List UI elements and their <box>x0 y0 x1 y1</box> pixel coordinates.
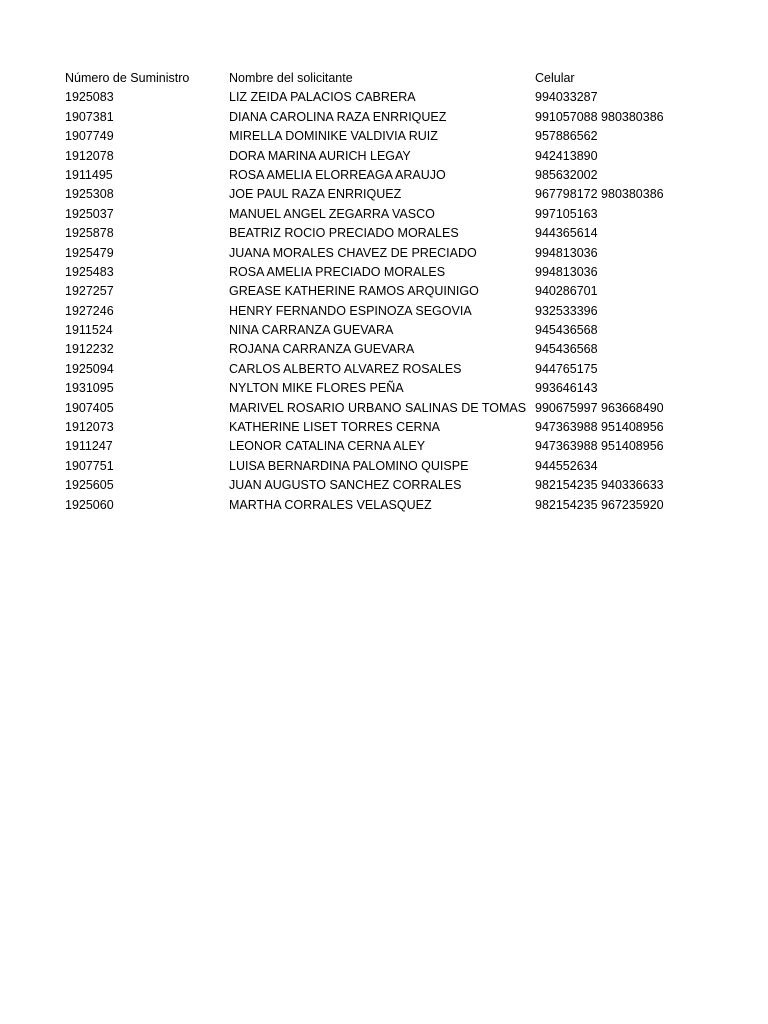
applicant-name-cell: MARIVEL ROSARIO URBANO SALINAS DE TOMAS <box>229 400 527 415</box>
table-row <box>65 88 745 107</box>
table-row <box>65 360 745 379</box>
spreadsheet-table <box>65 69 745 515</box>
applicant-name-cell: NINA CARRANZA GUEVARA <box>229 323 394 338</box>
applicant-name-cell: MARTHA CORRALES VELASQUEZ <box>229 497 432 512</box>
table-row <box>65 418 745 437</box>
applicant-name-cell: BEATRIZ ROCIO PRECIADO MORALES <box>229 226 459 241</box>
header-row <box>65 69 745 88</box>
table-row <box>65 244 745 263</box>
applicant-name-cell: CARLOS ALBERTO ALVAREZ ROSALES <box>229 361 462 376</box>
table-row <box>65 166 745 185</box>
table-row <box>65 476 745 495</box>
table-row <box>65 224 745 243</box>
cellphone-cell: 994813036 <box>535 245 598 260</box>
applicant-name-cell: GREASE KATHERINE RAMOS ARQUINIGO <box>229 284 479 299</box>
table-row <box>65 437 745 456</box>
supply-number-cell: 1907751 <box>65 458 114 473</box>
cellphone-cell: 944765175 <box>535 361 598 376</box>
supply-number-cell: 1925060 <box>65 497 114 512</box>
table-row <box>65 205 745 224</box>
applicant-name-cell: LUISA BERNARDINA PALOMINO QUISPE <box>229 458 469 473</box>
supply-number-cell: 1925605 <box>65 478 114 493</box>
header-applicant-name: Nombre del solicitante <box>229 71 353 85</box>
applicant-name-cell: ROJANA CARRANZA GUEVARA <box>229 342 415 357</box>
supply-number-cell: 1911524 <box>65 323 113 338</box>
applicant-name-cell: JUANA MORALES CHAVEZ DE PRECIADO <box>229 245 477 260</box>
header-supply-number: Número de Suministro <box>65 71 190 85</box>
cellphone-cell: 994813036 <box>535 264 598 279</box>
cellphone-cell: 940286701 <box>535 284 598 299</box>
applicant-name-cell: LIZ ZEIDA PALACIOS CABRERA <box>229 90 416 105</box>
cellphone-cell: 994033287 <box>535 90 598 105</box>
table-row <box>65 185 745 204</box>
supply-number-cell: 1907381 <box>65 109 114 124</box>
table-row <box>65 340 745 359</box>
cellphone-cell: 947363988 951408956 <box>535 439 664 454</box>
supply-number-cell: 1907405 <box>65 400 114 415</box>
supply-number-cell: 1912232 <box>65 342 114 357</box>
cellphone-cell: 982154235 940336633 <box>535 478 664 493</box>
table-row <box>65 108 745 127</box>
table-row <box>65 147 745 166</box>
supply-number-cell: 1911495 <box>65 167 113 182</box>
cellphone-cell: 997105163 <box>535 206 598 221</box>
applicant-name-cell: KATHERINE LISET TORRES CERNA <box>229 420 440 435</box>
cellphone-cell: 944365614 <box>535 226 598 241</box>
table-row <box>65 302 745 321</box>
table-row <box>65 399 745 418</box>
supply-number-cell: 1927257 <box>65 284 114 299</box>
table-row <box>65 282 745 301</box>
supply-number-cell: 1925479 <box>65 245 114 260</box>
cellphone-cell: 967798172 980380386 <box>535 187 664 202</box>
applicant-name-cell: DIANA CAROLINA RAZA ENRRIQUEZ <box>229 109 447 124</box>
applicant-name-cell: MANUEL ANGEL ZEGARRA VASCO <box>229 206 435 221</box>
supply-number-cell: 1925094 <box>65 361 114 376</box>
supply-number-cell: 1912078 <box>65 148 114 163</box>
table-row <box>65 321 745 340</box>
cellphone-cell: 985632002 <box>535 167 598 182</box>
supply-number-cell: 1925037 <box>65 206 114 221</box>
applicant-name-cell: HENRY FERNANDO ESPINOZA SEGOVIA <box>229 303 472 318</box>
applicant-name-cell: NYLTON MIKE FLORES PEÑA <box>229 381 404 396</box>
applicant-name-cell: DORA MARINA AURICH LEGAY <box>229 148 411 163</box>
table-body <box>65 88 745 515</box>
applicant-name-cell: ROSA AMELIA PRECIADO MORALES <box>229 264 446 279</box>
table-row <box>65 263 745 282</box>
cellphone-cell: 982154235 967235920 <box>535 497 664 512</box>
supply-number-cell: 1925483 <box>65 264 114 279</box>
table-row <box>65 127 745 146</box>
supply-number-cell: 1925878 <box>65 226 114 241</box>
supply-number-cell: 1925308 <box>65 187 114 202</box>
applicant-name-cell: ROSA AMELIA ELORREAGA ARAUJO <box>229 167 446 182</box>
cellphone-cell: 945436568 <box>535 323 598 338</box>
supply-number-cell: 1911247 <box>65 439 113 454</box>
supply-number-cell: 1912073 <box>65 420 114 435</box>
cellphone-cell: 947363988 951408956 <box>535 420 664 435</box>
cellphone-cell: 957886562 <box>535 129 598 144</box>
applicant-name-cell: LEONOR CATALINA CERNA ALEY <box>229 439 426 454</box>
supply-number-cell: 1925083 <box>65 90 114 105</box>
applicant-name-cell: JOE PAUL RAZA ENRRIQUEZ <box>229 187 402 202</box>
applicant-name-cell: MIRELLA DOMINIKE VALDIVIA RUIZ <box>229 129 438 144</box>
cellphone-cell: 942413890 <box>535 148 598 163</box>
cellphone-cell: 991057088 980380386 <box>535 109 664 124</box>
table-row <box>65 457 745 476</box>
cellphone-cell: 944552634 <box>535 458 598 473</box>
cellphone-cell: 945436568 <box>535 342 598 357</box>
cellphone-cell: 932533396 <box>535 303 598 318</box>
supply-number-cell: 1931095 <box>65 381 114 396</box>
table-row <box>65 496 745 515</box>
cellphone-cell: 993646143 <box>535 381 598 396</box>
applicant-name-cell: JUAN AUGUSTO SANCHEZ CORRALES <box>229 478 462 493</box>
header-cellphone: Celular <box>535 71 575 85</box>
cellphone-cell: 990675997 963668490 <box>535 400 664 415</box>
supply-number-cell: 1907749 <box>65 129 114 144</box>
supply-number-cell: 1927246 <box>65 303 114 318</box>
table-row <box>65 379 745 398</box>
